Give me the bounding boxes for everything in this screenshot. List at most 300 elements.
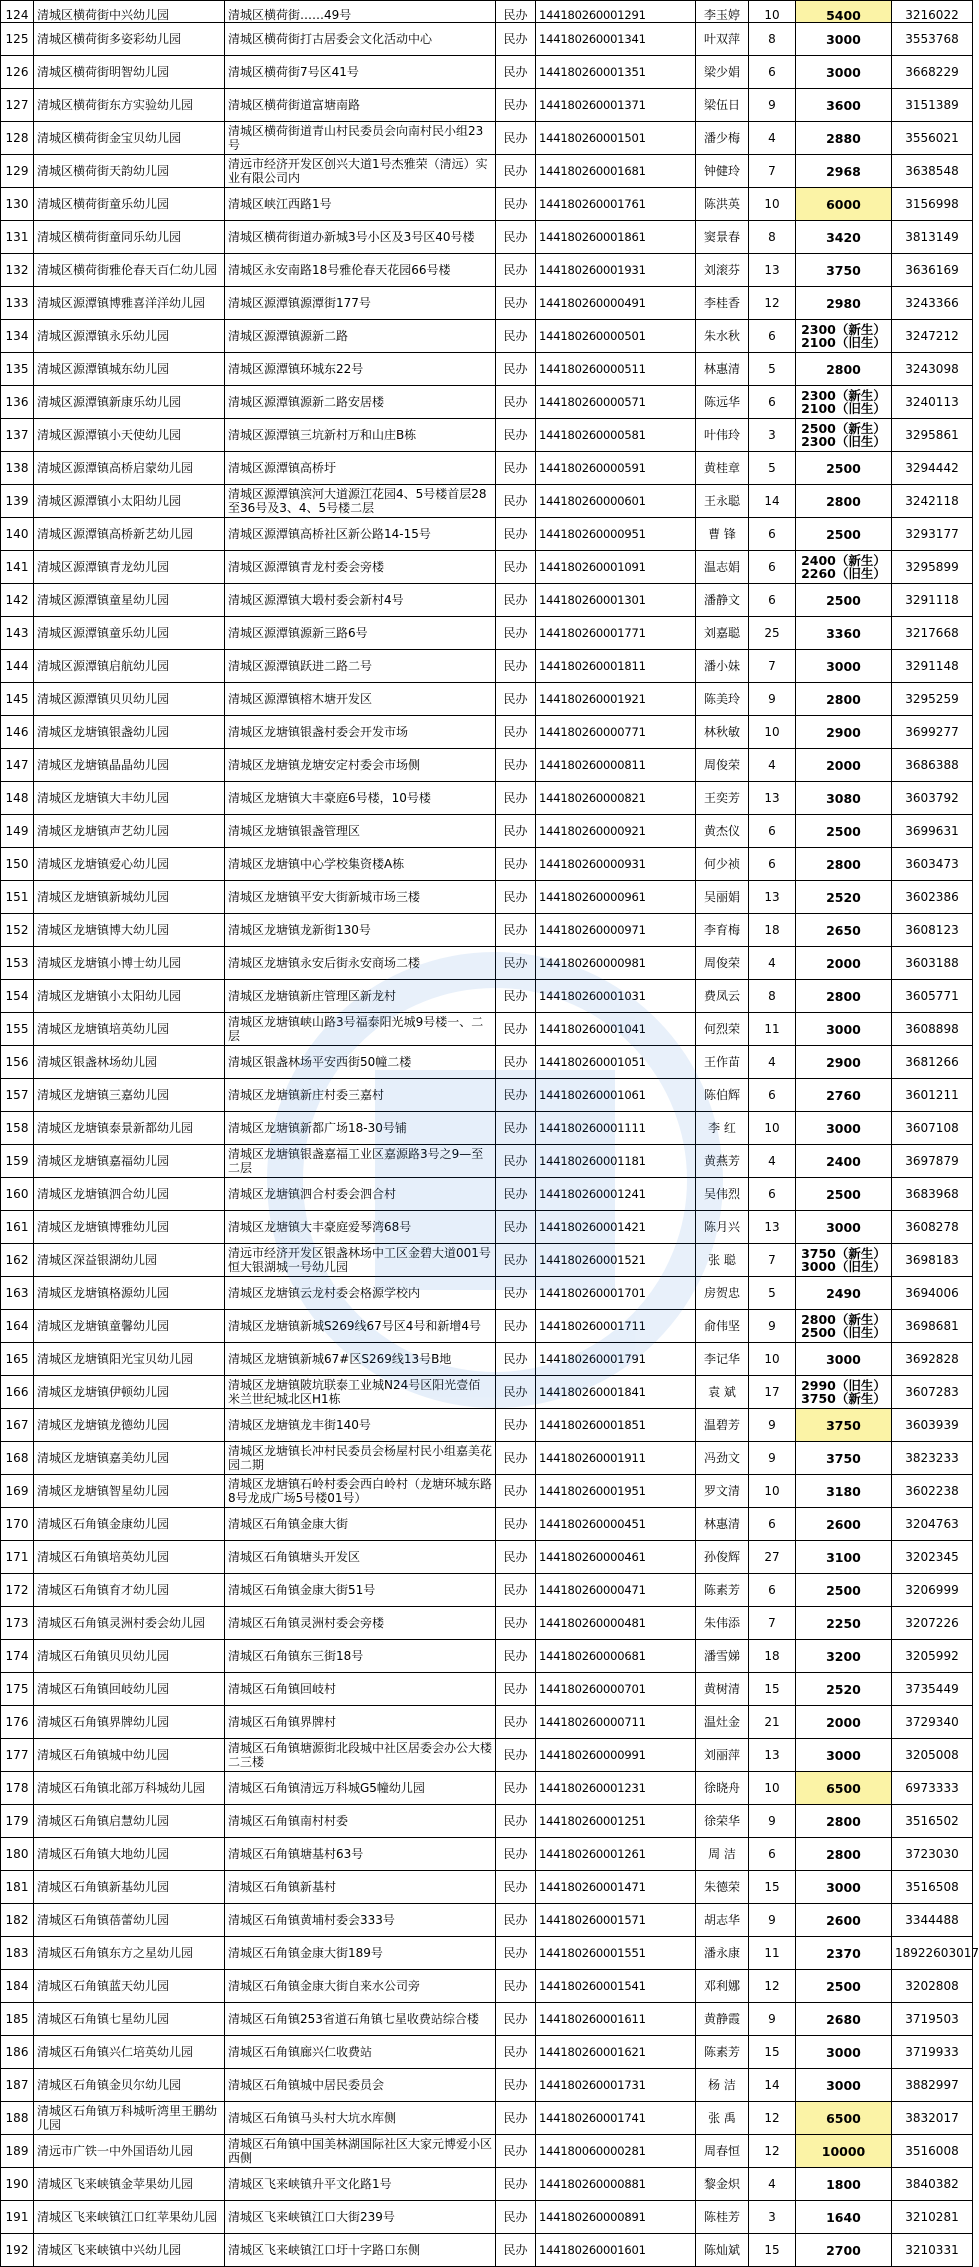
fee-line: 2980 [826,295,861,311]
fee-line: 3180 [826,1483,861,1499]
class-count: 10 [749,1772,796,1805]
class-count: 27 [749,1541,796,1574]
fee-amount [796,947,892,980]
registration-code: 144180260001541 [536,1970,696,2003]
principal-name: 陈远华 [696,386,749,419]
fee-line: 2800 [826,361,861,377]
kindergarten-name: 清城区源潭镇城东幼儿园 [34,353,225,386]
row-number: 126 [1,56,34,89]
principal-name: 黄静霞 [696,2003,749,2036]
phone-number: 3607283 [892,1376,973,1409]
registration-code: 144180260000481 [536,1607,696,1640]
phone-number: 3699631 [892,815,973,848]
kindergarten-name: 清城区龙塘镇泰景新都幼儿园 [34,1112,225,1145]
phone-number: 3210281 [892,2201,973,2234]
school-type: 民办 [496,386,536,419]
address: 清城区石角镇金康大街 [225,1508,496,1541]
school-type: 民办 [496,650,536,683]
phone-number: 3882997 [892,2069,973,2102]
school-type: 民办 [496,2135,536,2168]
address: 清城区龙塘镇泗合村委会泗合村 [225,1178,496,1211]
registration-code: 144180260001851 [536,1409,696,1442]
fee-line: 2500 [826,526,861,542]
principal-name: 黄树清 [696,1673,749,1706]
fee-amount [796,386,892,419]
registration-code: 144180260000571 [536,386,696,419]
fee-line: 2800 [826,1846,861,1862]
registration-code: 144180260000961 [536,881,696,914]
row-number: 157 [1,1079,34,1112]
class-count: 6 [749,848,796,881]
address: 清城区石角镇灵洲村委会旁楼 [225,1607,496,1640]
registration-code: 144180260000491 [536,287,696,320]
kindergarten-name: 清远市广铁一中外国语幼儿园 [34,2135,225,2168]
phone-number: 3668229 [892,56,973,89]
school-type: 民办 [496,716,536,749]
class-count: 3 [749,2201,796,2234]
school-type: 民办 [496,2036,536,2069]
principal-name: 温碧芳 [696,1409,749,1442]
class-count: 11 [749,1937,796,1970]
fee-amount [796,848,892,881]
kindergarten-name: 清城区石角镇灵洲村委会幼儿园 [34,1607,225,1640]
school-type: 民办 [496,947,536,980]
principal-name: 林惠清 [696,1508,749,1541]
school-type: 民办 [496,1640,536,1673]
principal-name: 黄杰仪 [696,815,749,848]
class-count: 15 [749,1871,796,1904]
kindergarten-name: 清城区龙塘镇龙德幼儿园 [34,1409,225,1442]
phone-number: 3697879 [892,1145,973,1178]
phone-number: 3608278 [892,1211,973,1244]
table-row [1,320,973,353]
registration-code: 144180260000921 [536,815,696,848]
table-row [1,914,973,947]
fee-amount [796,23,892,56]
table-row [1,1838,973,1871]
class-count: 12 [749,1970,796,2003]
table-row [1,221,973,254]
fee-amount [796,2003,892,2036]
row-number: 184 [1,1970,34,2003]
address: 清远市经济开发区创兴大道1号杰雅荣（清远）实业有限公司内 [225,155,496,188]
principal-name: 张 禹 [696,2102,749,2135]
fee-amount [796,2168,892,2201]
fee-amount [796,1343,892,1376]
table-row [1,419,973,452]
row-number: 156 [1,1046,34,1079]
address: 清城区石角镇塘头开发区 [225,1541,496,1574]
principal-name: 房贺忠 [696,1277,749,1310]
fee-amount [796,518,892,551]
principal-name: 李记华 [696,1343,749,1376]
registration-code: 144180260001701 [536,1277,696,1310]
class-count: 7 [749,155,796,188]
row-number: 154 [1,980,34,1013]
fee-line: 2100（旧生） [801,401,886,416]
table-row [1,2201,973,2234]
kindergarten-name: 清城区石角镇东方之星幼儿园 [34,1937,225,1970]
fee-amount [796,1739,892,1772]
phone-number: 3291148 [892,650,973,683]
phone-number: 3151389 [892,89,973,122]
phone-number: 3295899 [892,551,973,584]
address: 清城区龙塘镇永安后街永安商场二楼 [225,947,496,980]
kindergarten-name: 清城区石角镇新基幼儿园 [34,1871,225,1904]
class-count: 4 [749,1145,796,1178]
address: 清城区石角镇金康大街189号 [225,1937,496,1970]
fee-amount [796,155,892,188]
principal-name: 李育梅 [696,914,749,947]
principal-name: 叶双萍 [696,23,749,56]
address: 清城区石角镇塘基村63号 [225,1838,496,1871]
address: 清城区横荷街道青山村民委员会向南村民小组23号 [225,122,496,155]
row-number: 175 [1,1673,34,1706]
fee-line: 3000 [826,1747,861,1763]
address: 清城区龙塘镇平安大街新城市场三楼 [225,881,496,914]
class-count: 15 [749,1673,796,1706]
kindergarten-name: 清城区龙塘镇嘉美幼儿园 [34,1442,225,1475]
principal-name: 梁伍日 [696,89,749,122]
principal-name: 刘丽萍 [696,1739,749,1772]
table-row [1,1046,973,1079]
principal-name: 张 聪 [696,1244,749,1277]
principal-name: 潘雪娣 [696,1640,749,1673]
principal-name: 潘永康 [696,1937,749,1970]
phone-number: 3608123 [892,914,973,947]
registration-code: 144180260001811 [536,650,696,683]
address: 清城区石角镇新基村 [225,1871,496,1904]
table-row [1,716,973,749]
kindergarten-name: 清城区横荷街中兴幼儿园 [34,1,225,23]
fee-line: 10000 [821,2143,866,2159]
school-type: 民办 [496,1607,536,1640]
principal-name: 胡志华 [696,1904,749,1937]
school-type: 民办 [496,1211,536,1244]
fee-line: 2260（旧生） [801,566,886,581]
fee-amount [796,716,892,749]
table-row [1,485,973,518]
principal-name: 李桂香 [696,287,749,320]
phone-number: 3694006 [892,1277,973,1310]
kindergarten-name: 清城区龙塘镇小博士幼儿园 [34,947,225,980]
class-count: 4 [749,122,796,155]
fee-amount [796,122,892,155]
registration-code: 144180260000711 [536,1706,696,1739]
address: 清城区龙塘镇银盏村委会开发市场 [225,716,496,749]
row-number: 188 [1,2102,34,2135]
phone-number: 3605771 [892,980,973,1013]
table-row [1,1607,973,1640]
row-number: 168 [1,1442,34,1475]
row-number: 134 [1,320,34,353]
fee-line: 6000 [826,196,861,212]
kindergarten-name: 清城区源潭镇小天使幼儿园 [34,419,225,452]
registration-code: 144180260001421 [536,1211,696,1244]
school-type: 民办 [496,2168,536,2201]
principal-name: 陈灿斌 [696,2234,749,2267]
fee-line: 2880 [826,130,861,146]
fee-line: 3000（旧生） [801,1259,886,1274]
registration-code: 144180260001251 [536,1805,696,1838]
table-row [1,683,973,716]
kindergarten-name: 清城区石角镇启慧幼儿园 [34,1805,225,1838]
row-number: 171 [1,1541,34,1574]
fee-amount [796,617,892,650]
fee-amount [796,914,892,947]
table-row [1,2069,973,2102]
fee-line: 2900 [826,1054,861,1070]
registration-code: 144180260001601 [536,2234,696,2267]
class-count: 12 [749,2102,796,2135]
fee-amount [796,452,892,485]
registration-code: 144180260001241 [536,1178,696,1211]
fee-line: 1640 [826,2209,861,2225]
phone-number: 3683968 [892,1178,973,1211]
class-count: 21 [749,1706,796,1739]
phone-number: 3207226 [892,1607,973,1640]
phone-number: 3216022 [892,1,973,23]
principal-name: 陈月兴 [696,1211,749,1244]
kindergarten-name: 清城区石角镇金康幼儿园 [34,1508,225,1541]
kindergarten-name: 清城区龙塘镇童馨幼儿园 [34,1310,225,1343]
row-number: 179 [1,1805,34,1838]
registration-code: 144180260001051 [536,1046,696,1079]
principal-name: 袁 斌 [696,1376,749,1409]
fee-amount [796,1805,892,1838]
fee-amount [796,650,892,683]
class-count: 5 [749,452,796,485]
table-row [1,749,973,782]
table-row [1,1442,973,1475]
row-number: 141 [1,551,34,584]
row-number: 127 [1,89,34,122]
row-number: 180 [1,1838,34,1871]
phone-number: 3729340 [892,1706,973,1739]
school-type: 民办 [496,1541,536,1574]
address: 清城区石角镇中国美林湖国际社区大家元博爱小区西侧 [225,2135,496,2168]
school-type: 民办 [496,1343,536,1376]
address: 清城区龙塘镇新城67#区S269线13号B地 [225,1343,496,1376]
address: 清城区龙塘镇新都广场18-30号铺 [225,1112,496,1145]
address: 清城区石角镇马头村大坑水库侧 [225,2102,496,2135]
row-number: 143 [1,617,34,650]
fee-line: 2520 [826,889,861,905]
phone-number: 3293177 [892,518,973,551]
registration-code: 144180260001501 [536,122,696,155]
table-row [1,1277,973,1310]
principal-name: 王作苗 [696,1046,749,1079]
table-row [1,1409,973,1442]
principal-name: 梁少娟 [696,56,749,89]
row-number: 182 [1,1904,34,1937]
phone-number: 3291118 [892,584,973,617]
table-row [1,23,973,56]
principal-name: 黄桂章 [696,452,749,485]
row-number: 142 [1,584,34,617]
table-row [1,980,973,1013]
row-number: 150 [1,848,34,881]
principal-name: 温灶金 [696,1706,749,1739]
fee-line: 2000 [826,955,861,971]
fee-amount [796,1475,892,1508]
row-number: 158 [1,1112,34,1145]
registration-code: 144180260001841 [536,1376,696,1409]
row-number: 129 [1,155,34,188]
principal-name: 潘少梅 [696,122,749,155]
registration-code: 144180260001111 [536,1112,696,1145]
school-type: 民办 [496,254,536,287]
table-row [1,1508,973,1541]
fee-amount [796,1574,892,1607]
phone-number: 3204763 [892,1508,973,1541]
class-count: 8 [749,23,796,56]
address: 清城区石角镇黄埔村委会333号 [225,1904,496,1937]
fee-line: 3420 [826,229,861,245]
table-row [1,2036,973,2069]
fee-amount [796,89,892,122]
school-type: 民办 [496,2201,536,2234]
fee-line: 3000 [826,1021,861,1037]
fee-amount [796,1409,892,1442]
school-type: 民办 [496,221,536,254]
class-count: 15 [749,2036,796,2069]
fee-line: 2300（新生） [801,322,886,337]
address: 清城区横荷街……49号 [225,1,496,23]
fee-amount [796,1013,892,1046]
class-count: 18 [749,914,796,947]
table-row [1,1772,973,1805]
class-count: 9 [749,1904,796,1937]
class-count: 6 [749,1178,796,1211]
row-number: 144 [1,650,34,683]
school-type: 民办 [496,1409,536,1442]
school-type: 民办 [496,1310,536,1343]
principal-name: 俞伟坚 [696,1310,749,1343]
class-count: 13 [749,1211,796,1244]
principal-name: 周俊荣 [696,947,749,980]
registration-code: 144180260000881 [536,2168,696,2201]
fee-line: 2250 [826,1615,861,1631]
principal-name: 何烈荣 [696,1013,749,1046]
registration-code: 144180260000701 [536,1673,696,1706]
address: 清城区横荷街打古居委会文化活动中心 [225,23,496,56]
class-count: 9 [749,2003,796,2036]
row-number: 190 [1,2168,34,2201]
row-number: 148 [1,782,34,815]
table-row [1,188,973,221]
principal-name: 费凤云 [696,980,749,1013]
address: 清城区石角镇界牌村 [225,1706,496,1739]
registration-code: 144180260001351 [536,56,696,89]
fee-amount [796,1376,892,1409]
row-number: 149 [1,815,34,848]
registration-code: 144180260001911 [536,1442,696,1475]
fee-amount [796,353,892,386]
fee-line: 2500 [826,1186,861,1202]
phone-number: 3206999 [892,1574,973,1607]
address: 清远市经济开发区银盏林场中工区金碧大道001号恒大银湖城一号幼儿园 [225,1244,496,1277]
address: 清城区龙塘镇新庄村委三嘉村 [225,1079,496,1112]
address: 清城区源潭镇滨河大道源江花园4、5号楼首层28至36号及3、4、5号楼二层 [225,485,496,518]
phone-number: 3607108 [892,1112,973,1145]
fee-amount [796,1079,892,1112]
address: 清城区龙塘镇峡山路3号福泰阳光城9号楼一、二层 [225,1013,496,1046]
fee-line: 3100 [826,1549,861,1565]
school-type: 民办 [496,848,536,881]
row-number: 170 [1,1508,34,1541]
fee-line: 3200 [826,1648,861,1664]
fee-line: 2500（旧生） [801,1325,886,1340]
class-count: 8 [749,980,796,1013]
class-count: 14 [749,485,796,518]
kindergarten-name: 清城区源潭镇童乐幼儿园 [34,617,225,650]
table-row [1,848,973,881]
school-type: 民办 [496,1277,536,1310]
fee-line: 2968 [826,163,861,179]
fee-line: 3750（新生） [801,1246,886,1261]
fee-amount [796,1,892,23]
phone-number: 3603188 [892,947,973,980]
kindergarten-name: 清城区龙塘镇博大幼儿园 [34,914,225,947]
class-count: 6 [749,1574,796,1607]
fee-amount [796,1211,892,1244]
kindergarten-name: 清城区深益银湖幼儿园 [34,1244,225,1277]
school-type: 民办 [496,1970,536,2003]
school-type: 民办 [496,881,536,914]
address: 清城区龙塘镇大丰豪庭6号楼，10号楼 [225,782,496,815]
address: 清城区源潭镇高桥社区新公路14-15号 [225,518,496,551]
principal-name: 朱德荣 [696,1871,749,1904]
table-row [1,1112,973,1145]
principal-name: 陈伯辉 [696,1079,749,1112]
phone-number: 3240113 [892,386,973,419]
address: 清城区源潭镇源新二路安居楼 [225,386,496,419]
phone-number: 3553768 [892,23,973,56]
principal-name: 刘滚芬 [696,254,749,287]
address: 清城区横荷街7号区41号 [225,56,496,89]
row-number: 177 [1,1739,34,1772]
row-number: 146 [1,716,34,749]
principal-name: 周 洁 [696,1838,749,1871]
table-row [1,1673,973,1706]
table-row [1,1343,973,1376]
fee-amount [796,320,892,353]
registration-code: 144180260000821 [536,782,696,815]
school-type: 民办 [496,56,536,89]
phone-number: 3602238 [892,1475,973,1508]
row-number: 130 [1,188,34,221]
class-count: 10 [749,1343,796,1376]
address: 清城区源潭镇大塅村委会新村4号 [225,584,496,617]
registration-code: 144180260001861 [536,221,696,254]
kindergarten-name: 清城区龙塘镇爱心幼儿园 [34,848,225,881]
fee-line: 2000 [826,1714,861,1730]
school-type: 民办 [496,1838,536,1871]
registration-code: 144180260000461 [536,1541,696,1574]
row-number: 192 [1,2234,34,2267]
table-row [1,1541,973,1574]
class-count: 3 [749,419,796,452]
fee-amount [796,287,892,320]
kindergarten-name: 清城区银盏林场幼儿园 [34,1046,225,1079]
class-count: 11 [749,1013,796,1046]
kindergarten-name: 清城区横荷街金宝贝幼儿园 [34,122,225,155]
table-row [1,1013,973,1046]
fee-amount [796,881,892,914]
registration-code: 144180260000581 [536,419,696,452]
address: 清城区龙塘镇长冲村民委员会杨屋村民小组嘉美花园二期 [225,1442,496,1475]
